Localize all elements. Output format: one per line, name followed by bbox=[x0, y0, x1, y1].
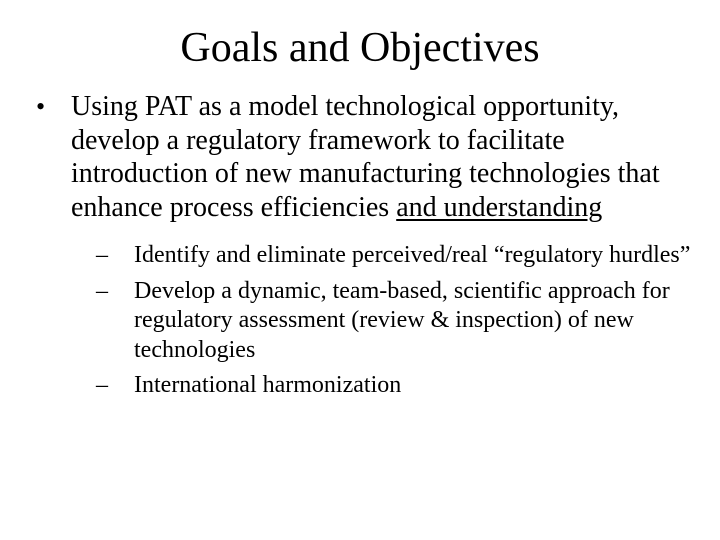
bullet-text: Using PAT as a model technological opportunity, develop a regulatory framework to facilitate introduction of new manufacturing technologies that enhance process efficiencies bbox=[71, 91, 660, 223]
bullet-item bbox=[30, 90, 700, 224]
bullet-list bbox=[30, 90, 700, 407]
sub-bullet-text: Develop a dynamic, team-based, scientific approach for regulatory assessment (review & inspection) of new technologies bbox=[134, 277, 670, 363]
bullet-marker: • bbox=[36, 92, 46, 121]
bullet-underlined-text: and understanding bbox=[396, 191, 603, 223]
sub-bullet-text: International harmonization bbox=[134, 372, 402, 398]
dash-marker: – bbox=[96, 242, 108, 268]
sub-bullet-item bbox=[96, 277, 694, 366]
sub-bullet-list bbox=[30, 241, 700, 401]
dash-marker: – bbox=[96, 277, 108, 304]
slide-title: Goals and Objectives bbox=[180, 25, 540, 71]
sub-bullet-item bbox=[96, 371, 694, 401]
sub-bullet-text: Identify and eliminate perceived/real “regulatory hurdles” bbox=[134, 242, 691, 268]
sub-bullet-item bbox=[96, 241, 694, 271]
dash-marker: – bbox=[96, 372, 108, 398]
